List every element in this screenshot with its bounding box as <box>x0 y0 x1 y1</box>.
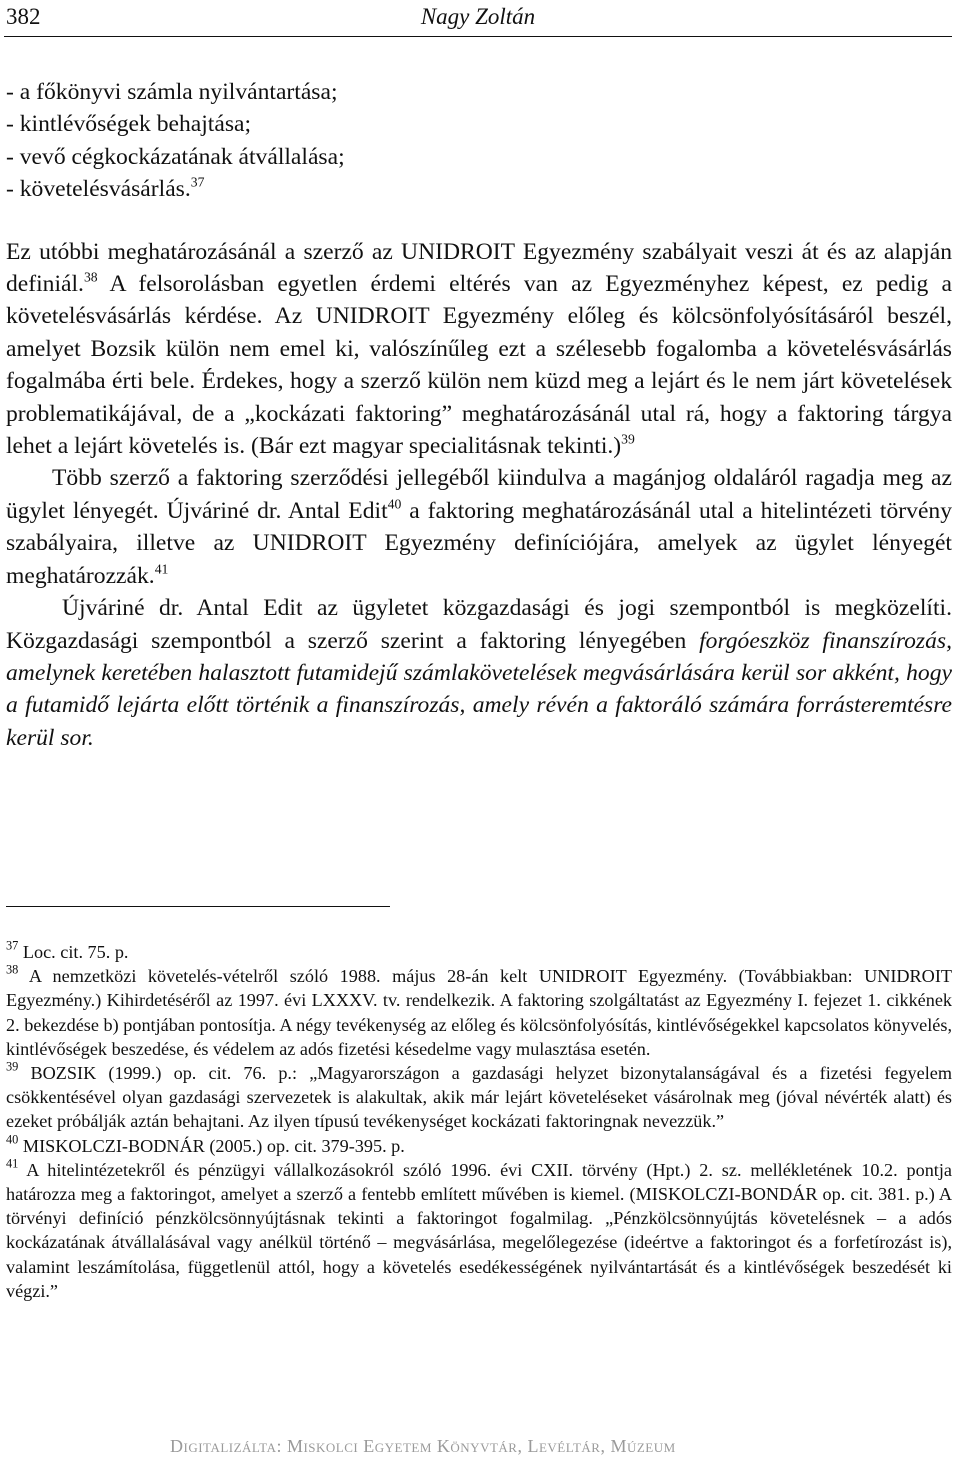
list-item-text: - a főkönyvi számla nyilvántartása; <box>6 79 338 105</box>
footnote-37 <box>6 940 952 964</box>
list-item-text: - követelésvásárlás. <box>6 176 191 203</box>
paragraph-civil-law <box>6 462 952 592</box>
footnotes <box>6 940 952 1303</box>
paragraph-text: Újváriné dr. Antal Edit az ügyletet közgazdasági és jogi szempontból is megközelíti. Közgazdasági szempontból a szerző szerint a faktoring lényegében <box>6 595 952 654</box>
paragraph-unidroit <box>6 236 952 463</box>
paragraph-text: Ez utóbbi meghatározásánál a szerző az UNIDROIT Egyezmény szabályait veszi át és az alapján definiál. <box>6 238 952 298</box>
footnote-number: 37 <box>6 938 19 953</box>
paragraph-text: A felsorolásban egyetlen érdemi eltérés van az Egyezményhez képest, ez pedig a követelésvásárlás kérdése. Az UNIDROIT Egyezmény előleg és kölcsönfolyósításáról beszél, amelyet Bozsik külön nem emel ki, valószínűleg ezt a szélesebb fogalomba a követelésvásárlás fogalmába érti bele. Érdekes, hogy a szerző külön nem küzd meg a lejárt és le nem járt követelések problematikájával, de a „kockázati faktoring” meghatározásánál utal rá, hogy a faktoring tárgya lehet a lejárt követelés is. (Bár ezt magyar specialitásnak tekinti.) <box>6 271 952 460</box>
footnote-ref-41[interactable]: 41 <box>154 561 169 577</box>
list-item <box>6 141 952 173</box>
italic-definition: forgóeszköz finanszírozás, amelynek keretében halasztott futamidejű számlakövetelések megvásárlására kerül sor akként, hogy a futamidő lejárta előtt történik a finanszírozás, amely révén a faktoráló számára forrásteremtésre kerül sor. <box>6 627 952 751</box>
main-text <box>6 76 952 754</box>
page-number: 382 <box>6 4 41 29</box>
list-item <box>6 173 952 205</box>
bullet-list <box>6 76 952 206</box>
footnote-number: 39 <box>6 1059 19 1074</box>
footnote-40 <box>6 1131 952 1158</box>
footnote-ref-40[interactable]: 40 <box>387 496 402 512</box>
footnote-text: A nemzetközi követelés-vételről szóló 1988. május 28-án kelt UNIDROIT Egyezmény. (Továbbiakban: UNIDROIT Egyezmény.) Kihirdetéséről az 1997. évi LXXXV. tv. rendelkezik. A faktoring szolgáltatást az Egyezmény I. fejezet 1. cikkének 2. bekezdése b) pontjában pontosítja. A négy tevékenység az előleg és kölcsönfolyósítás, kintlévőségekkel kapcsolatos könyvelés, kintlévőségek beszedése, és védelem az adós fizetési késedelme vagy mulasztása esetén. <box>6 966 952 1059</box>
footnote-divider <box>6 906 390 907</box>
list-item-text: - kintlévőségek behajtása; <box>6 111 252 138</box>
footnote-number: 40 <box>6 1131 19 1146</box>
footnote-41 <box>6 1158 952 1303</box>
paragraph-economic <box>6 592 952 754</box>
running-head-author: Nagy Zoltán <box>420 4 536 29</box>
footnote-text: A hitelintézetekről és pénzügyi vállalkozásokról szóló 1996. évi CXII. törvény (Hpt.) 2. sz. mellékletének 10.2. pontja határozza meg a faktoringot, amelyet a szerző a fentebb említett művében is kiemel. (MISKOLCZI-BONDÁR op. cit. 381. p.) A törvényi definíció pénzkölcsönnyújtásnak tekinti a faktoringot fogalmilag. „Pénzkölcsönnyújtás követelésnek – a adós kockázatának átvállalásával vagy anélkül történő – megvásárlása, megelőlegezése (ideértve a faktoringot és a forfetírozást is), valamint leszámítolása, függetlenül attól, hogy a követelés esedékességének nyilvántartását és a kintlévőségek beszedését ki végzi.” <box>6 1159 952 1301</box>
digitization-watermark: Digitalizálta: Miskolci Egyetem Könyvtár, Levéltár, Múzeum <box>170 1436 676 1456</box>
footnote-text: MISKOLCZI-BODNÁR (2005.) op. cit. 379-395. p. <box>18 1135 405 1156</box>
footnote-ref-38[interactable]: 38 <box>83 269 98 285</box>
paragraph-text: a faktoring meghatározásánál utal a hitelintézeti törvény szabályaira, illetve az UNIDROIT Egyezmény definíciójára, amelyek az ügylet lényegét meghatározzák. <box>6 497 953 589</box>
footnote-number: 38 <box>6 962 19 977</box>
footnote-39 <box>6 1061 952 1134</box>
footnote-ref-39[interactable]: 39 <box>621 431 635 447</box>
list-item <box>6 108 952 140</box>
paragraph-text: Több szerző a faktoring szerződési jellegéből kiindulva a magánjog oldaláról ragadja meg az ügylet lényegét. Újváriné dr. Antal Edit <box>6 465 952 524</box>
footnote-ref-37[interactable]: 37 <box>190 174 205 190</box>
footnote-text: BOZSIK (1999.) op. cit. 76. p.: „Magyarországon a gazdasági helyzet bizonytalanságával és a fizetési fegyelem csökkentésével olyan gazdasági szervezetek is alakultak, akik már lejárt követeléseket vásárolnak meg (jóval névérték alatt) és ezeket próbálják aztán behajtani. Az ilyen típusú tevékenységet kockázati faktoringnak nevezzük.” <box>6 1063 952 1132</box>
footnote-text: Loc. cit. 75. p. <box>18 942 129 962</box>
footnote-38 <box>6 964 952 1061</box>
page-header <box>4 2 952 37</box>
list-item-text: - vevő cégkockázatának átvállalása; <box>6 143 345 170</box>
footnote-number: 41 <box>6 1156 19 1171</box>
list-item <box>6 76 952 108</box>
